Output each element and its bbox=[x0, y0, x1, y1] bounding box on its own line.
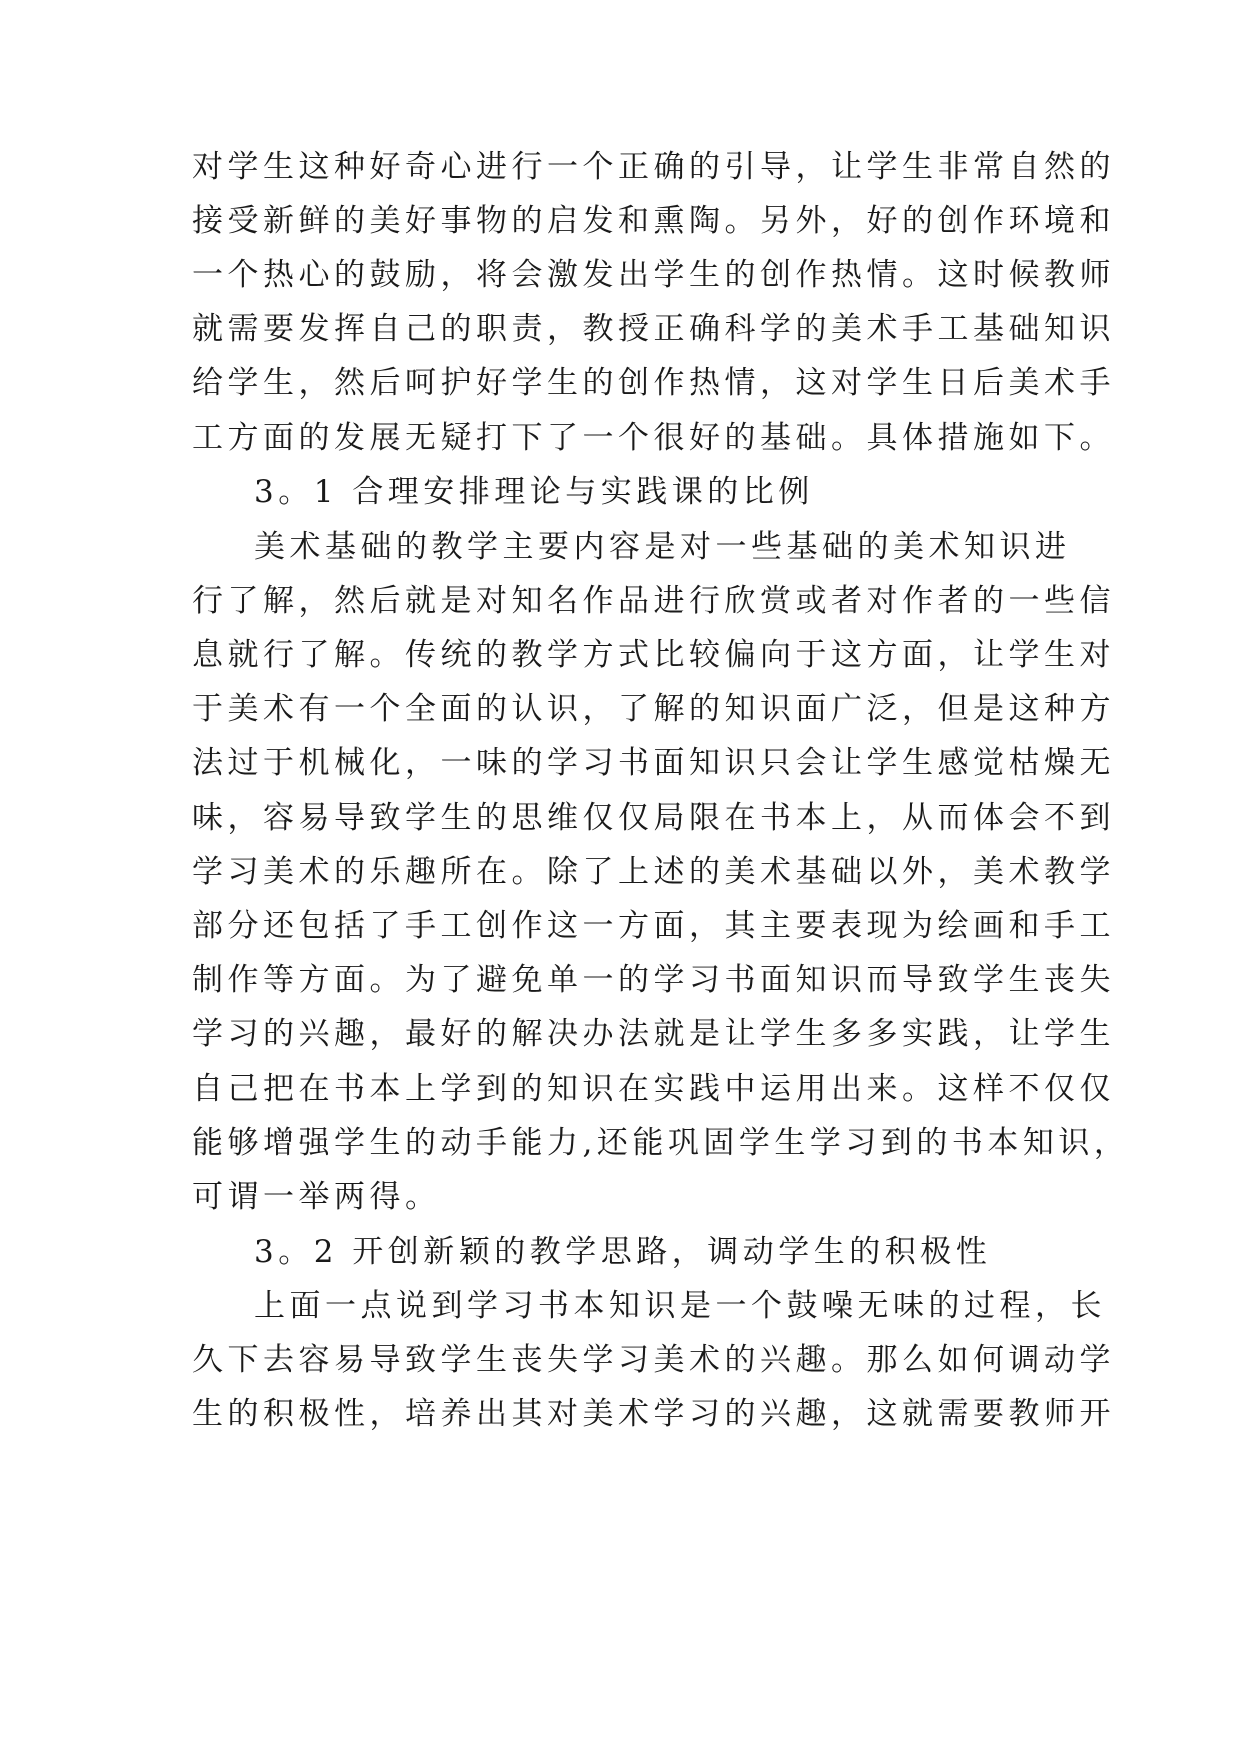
paragraph-line: 对学生这种好奇心进行一个正确的引导，让学生非常自然的 bbox=[192, 149, 1115, 185]
paragraph-line: 学习的兴趣，最好的解决办法就是让学生多多实践，让学生 bbox=[192, 1016, 1115, 1052]
paragraph-line: 学习美术的乐趣所在。除了上述的美术基础以外，美术教学 bbox=[192, 854, 1115, 890]
paragraph-line: 味，容易导致学生的思维仅仅局限在书本上，从而体会不到 bbox=[192, 800, 1115, 836]
paragraph-line: 久下去容易导致学生丧失学习美术的兴趣。那么如何调动学 bbox=[192, 1342, 1115, 1378]
paragraph-line: 给学生，然后呵护好学生的创作热情，这对学生日后美术手 bbox=[192, 365, 1115, 401]
paragraph-line: 一个热心的鼓励，将会激发出学生的创作热情。这时候教师 bbox=[192, 257, 1115, 293]
paragraph-line: 法过于机械化，一味的学习书面知识只会让学生感觉枯燥无 bbox=[192, 745, 1115, 781]
paragraph-line: 工方面的发展无疑打下了一个很好的基础。具体措施如下。 bbox=[192, 420, 1115, 456]
paragraph-line: 生的积极性，培养出其对美术学习的兴趣，这就需要教师开 bbox=[192, 1396, 1115, 1432]
paragraph-line: 部分还包括了手工创作这一方面，其主要表现为绘画和手工 bbox=[192, 908, 1115, 944]
paragraph-line: 制作等方面。为了避免单一的学习书面知识而导致学生丧失 bbox=[192, 962, 1115, 998]
paragraph-line: 可谓一举两得。 bbox=[192, 1179, 441, 1215]
paragraph-line: 上面一点说到学习书本知识是一个鼓噪无味的过程，长 bbox=[254, 1288, 1106, 1324]
paragraph-line: 息就行了解。传统的教学方式比较偏向于这方面，让学生对 bbox=[192, 637, 1115, 673]
paragraph-line: 就需要发挥自己的职责，教授正确科学的美术手工基础知识 bbox=[192, 311, 1115, 347]
paragraph-line: 自己把在书本上学到的知识在实践中运用出来。这样不仅仅 bbox=[192, 1071, 1115, 1107]
section-heading: 3。1 合理安排理论与实践课的比例 bbox=[254, 474, 814, 510]
paragraph-line: 能够增强学生的动手能力,还能巩固学生学习到的书本知识， bbox=[192, 1125, 1130, 1161]
paragraph-line: 美术基础的教学主要内容是对一些基础的美术知识进 bbox=[254, 529, 1071, 565]
paragraph-line: 于美术有一个全面的认识，了解的知识面广泛，但是这种方 bbox=[192, 691, 1115, 727]
paragraph-line: 接受新鲜的美好事物的启发和熏陶。另外，好的创作环境和 bbox=[192, 203, 1115, 239]
paragraph-line: 行了解，然后就是对知名作品进行欣赏或者对作者的一些信 bbox=[192, 583, 1115, 619]
section-heading: 3。2 开创新颖的教学思路，调动学生的积极性 bbox=[254, 1234, 992, 1270]
